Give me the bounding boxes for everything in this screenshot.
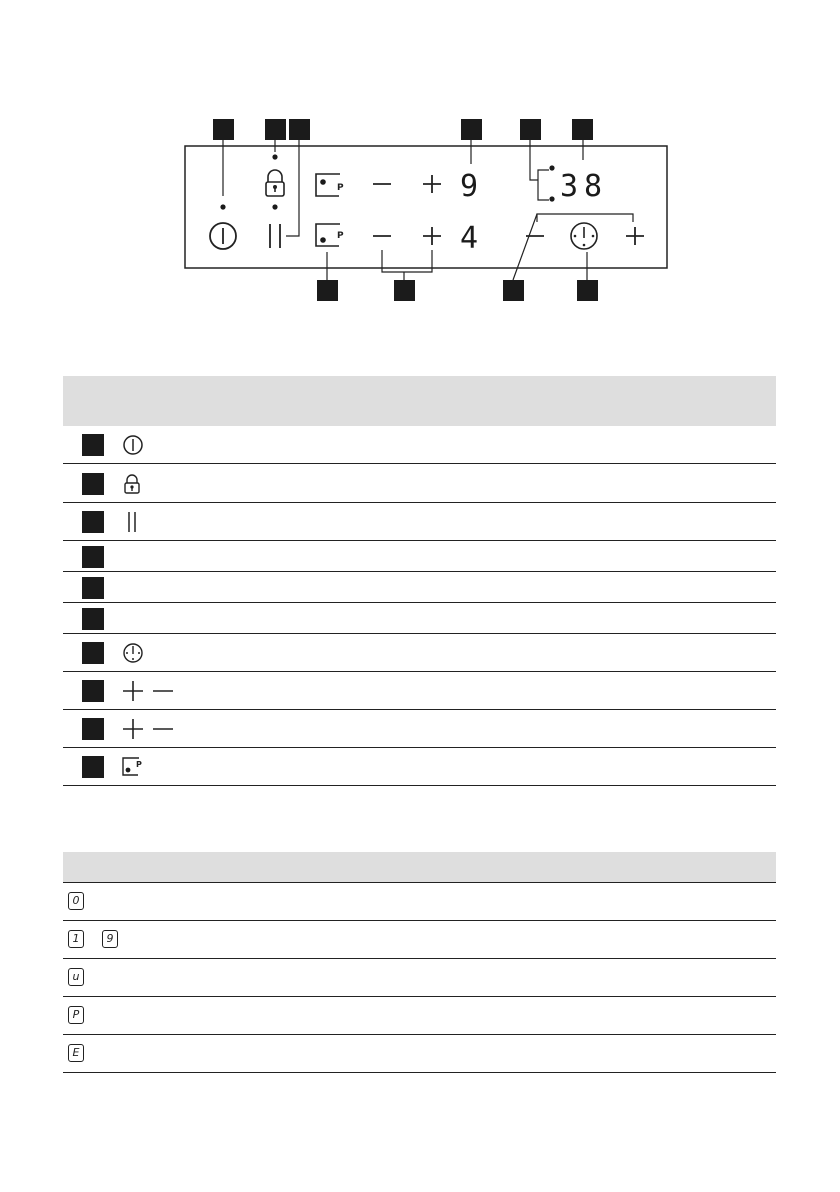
table-row <box>63 572 776 603</box>
callout-3 <box>289 119 310 140</box>
table-row <box>63 959 776 997</box>
stopgo-icon <box>121 509 145 535</box>
plus-icon-zone1 <box>423 175 441 193</box>
display-code-0: 0 <box>68 892 84 910</box>
table-row <box>63 503 776 541</box>
display-table <box>63 852 776 1073</box>
svg-text:P: P <box>337 183 344 193</box>
display-code-1: 1 <box>68 930 84 948</box>
svg-text:P: P <box>337 231 344 241</box>
row-number-square <box>82 642 104 664</box>
table-row <box>63 426 776 464</box>
callout-1 <box>213 119 234 140</box>
display-timer: 38 <box>560 169 609 204</box>
row-number-square <box>82 718 104 740</box>
callout-7 <box>577 280 598 301</box>
table-row <box>63 541 776 572</box>
function-table <box>63 376 776 786</box>
row-number-square <box>82 756 104 778</box>
stopgo-icon <box>270 224 280 248</box>
function-table-header <box>63 376 776 426</box>
callout-4 <box>461 119 482 140</box>
svg-text:P: P <box>136 760 142 769</box>
powerboost-icon <box>121 755 147 779</box>
power-indicator-dot <box>220 204 225 209</box>
timer-icon <box>121 640 147 666</box>
table-row <box>63 921 776 959</box>
plus-minus-icon <box>121 678 175 704</box>
row-number-square <box>82 511 104 533</box>
callout-5 <box>520 119 541 140</box>
control-panel-diagram <box>0 0 840 330</box>
callout-10 <box>317 280 338 301</box>
plus-minus-icon <box>121 716 175 742</box>
callout-2 <box>265 119 286 140</box>
display-zone1: 9 <box>460 169 479 204</box>
table-row <box>63 603 776 634</box>
row-number-square <box>82 546 104 568</box>
row-number-square <box>82 680 104 702</box>
callout-8 <box>503 280 524 301</box>
power-icon <box>210 223 236 249</box>
panel-frame <box>185 146 667 268</box>
table-row <box>63 710 776 748</box>
display-code-9: 9 <box>102 930 118 948</box>
plus-icon-zone2 <box>423 227 441 245</box>
display-code-e: E <box>68 1044 84 1062</box>
table-row <box>63 1035 776 1073</box>
table-row <box>63 634 776 672</box>
lock-icon <box>121 472 145 496</box>
display-zone2: 4 <box>460 221 479 256</box>
row-number-square <box>82 608 104 630</box>
display-table-header <box>63 852 776 883</box>
display-code-p: P <box>68 1006 84 1024</box>
timer-plus-icon <box>626 227 644 245</box>
stopgo-indicator-dot <box>272 204 277 209</box>
callout-9 <box>394 280 415 301</box>
table-row <box>63 883 776 921</box>
lock-indicator-dot <box>272 154 277 159</box>
table-row <box>63 748 776 786</box>
timer-indicator-dot-top <box>549 165 554 170</box>
table-row <box>63 672 776 710</box>
row-number-square <box>82 577 104 599</box>
row-number-square <box>82 434 104 456</box>
row-number-square <box>82 473 104 495</box>
power-icon <box>121 433 145 457</box>
table-row <box>63 464 776 503</box>
callout-6 <box>572 119 593 140</box>
control-panel-svg <box>0 0 840 330</box>
table-row <box>63 997 776 1035</box>
display-code-u: u <box>68 968 84 986</box>
lock-icon <box>266 170 284 196</box>
timer-indicator-dot-bottom <box>549 196 554 201</box>
